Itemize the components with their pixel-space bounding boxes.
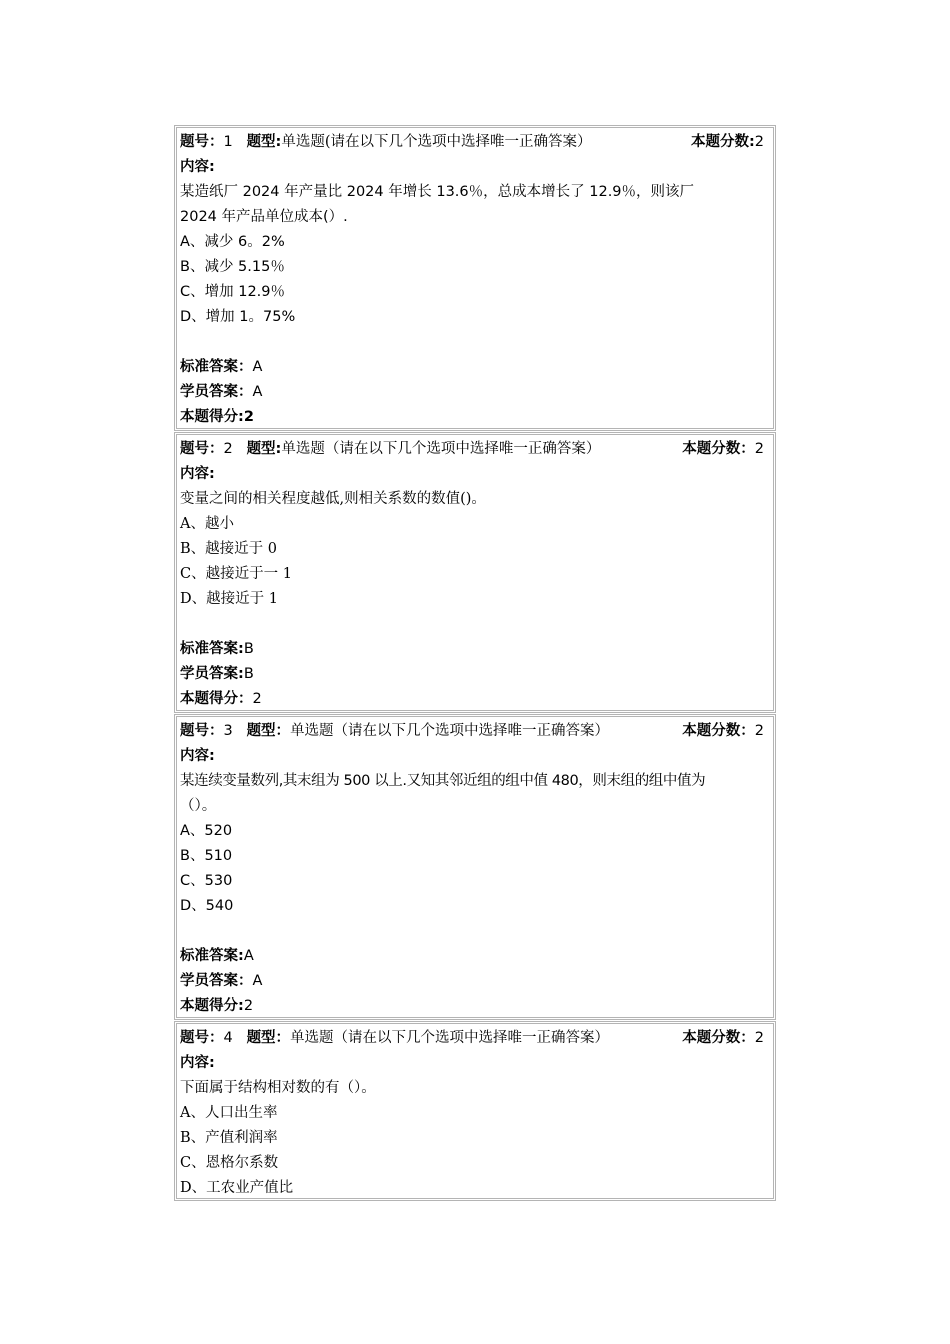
got-score-label: 本题得分： — [180, 691, 253, 707]
question-header — [180, 130, 770, 155]
question-number: 1 — [223, 134, 233, 150]
got-score: 2 — [252, 691, 262, 707]
option-c: C、越接近于一 1 — [180, 566, 292, 582]
got-score: 2 — [243, 998, 254, 1014]
question-type: 单选题(请在以下几个选项中选择唯一正确答案） — [281, 134, 592, 150]
std-answer: A — [243, 948, 254, 964]
question-type: 单选题（请在以下几个选项中选择唯一正确答案） — [290, 1030, 610, 1046]
option-b: B、减少 5.15％ — [180, 259, 285, 275]
std-answer: A — [252, 359, 263, 375]
option-b: B、产值利润率 — [180, 1130, 278, 1146]
question-block-1 — [174, 125, 776, 431]
score-label: 本题分数： — [682, 441, 755, 457]
student-answer: A — [252, 973, 263, 989]
std-answer-label: 标准答案: — [180, 641, 244, 657]
option-a: A、人口出生率 — [180, 1105, 278, 1121]
question-score: 2 — [754, 134, 764, 150]
got-score: 2 — [243, 409, 254, 425]
question-type: 单选题（请在以下几个选项中选择唯一正确答案） — [281, 441, 601, 457]
question-block-4 — [174, 1021, 776, 1201]
type-label: 题型： — [246, 723, 291, 739]
std-answer: B — [243, 641, 254, 657]
spacer — [180, 612, 770, 637]
option-c: C、恩格尔系数 — [180, 1155, 279, 1171]
type-label: 题型: — [246, 441, 282, 457]
score-label: 本题分数: — [690, 134, 755, 150]
question-content-line-2: （）。 — [180, 798, 217, 814]
content-label: 内容: — [180, 466, 215, 482]
question-block-3 — [174, 714, 776, 1020]
number-label: 题号： — [180, 441, 224, 457]
question-header — [180, 719, 770, 744]
student-answer: B — [243, 666, 254, 682]
got-score-label: 本题得分: — [180, 409, 244, 425]
type-label: 题型: — [246, 134, 282, 150]
content-label: 内容: — [180, 159, 215, 175]
question-score: 2 — [754, 441, 764, 457]
option-a: A、520 — [180, 823, 233, 839]
option-d: D、工农业产值比 — [180, 1180, 294, 1196]
number-label: 题号： — [180, 723, 224, 739]
exam-page — [174, 125, 776, 1202]
question-header — [180, 437, 770, 462]
content-label: 内容: — [180, 1055, 215, 1071]
question-type: 单选题（请在以下几个选项中选择唯一正确答案） — [290, 723, 610, 739]
option-d: D、越接近于 1 — [180, 591, 278, 607]
option-a: A、减少 6。2% — [180, 234, 285, 250]
spacer — [180, 919, 770, 944]
std-answer-label: 标准答案: — [180, 948, 244, 964]
question-content-line-1: 某连续变量数列,其末组为 500 以上.又知其邻近组的组中值 480，则末组的组中值为 — [180, 773, 706, 789]
student-answer-label: 学员答案： — [180, 384, 253, 400]
option-c: C、增加 12.9％ — [180, 284, 286, 300]
option-b: B、越接近于 0 — [180, 541, 277, 557]
content-label: 内容: — [180, 748, 215, 764]
score-label: 本题分数： — [682, 1030, 755, 1046]
number-label: 题号： — [180, 1030, 224, 1046]
got-score-label: 本题得分: — [180, 998, 244, 1014]
question-number: 4 — [223, 1030, 233, 1046]
option-d: D、540 — [180, 898, 234, 914]
question-number: 3 — [223, 723, 233, 739]
question-content-line-1: 变量之间的相关程度越低,则相关系数的数值()。 — [180, 491, 486, 507]
student-answer: A — [252, 384, 263, 400]
question-score: 2 — [754, 1030, 764, 1046]
question-content-line-1: 下面属于结构相对数的有（）。 — [180, 1080, 376, 1096]
question-content-line-2: 2024 年产品单位成本(）. — [180, 209, 348, 225]
option-b: B、510 — [180, 848, 233, 864]
spacer — [180, 330, 770, 355]
score-label: 本题分数： — [682, 723, 755, 739]
number-label: 题号： — [180, 134, 224, 150]
std-answer-label: 标准答案： — [180, 359, 253, 375]
question-header — [180, 1026, 770, 1051]
question-score: 2 — [754, 723, 764, 739]
option-d: D、增加 1。75% — [180, 309, 296, 325]
question-content-line-1: 某造纸厂 2024 年产量比 2024 年增长 13.6％，总成本增长了 12.9％，则该厂 — [180, 184, 695, 200]
option-a: A、越小 — [180, 516, 234, 532]
option-c: C、530 — [180, 873, 233, 889]
student-answer-label: 学员答案: — [180, 666, 244, 682]
student-answer-label: 学员答案： — [180, 973, 253, 989]
type-label: 题型： — [246, 1030, 291, 1046]
question-block-2 — [174, 432, 776, 713]
question-number: 2 — [223, 441, 233, 457]
